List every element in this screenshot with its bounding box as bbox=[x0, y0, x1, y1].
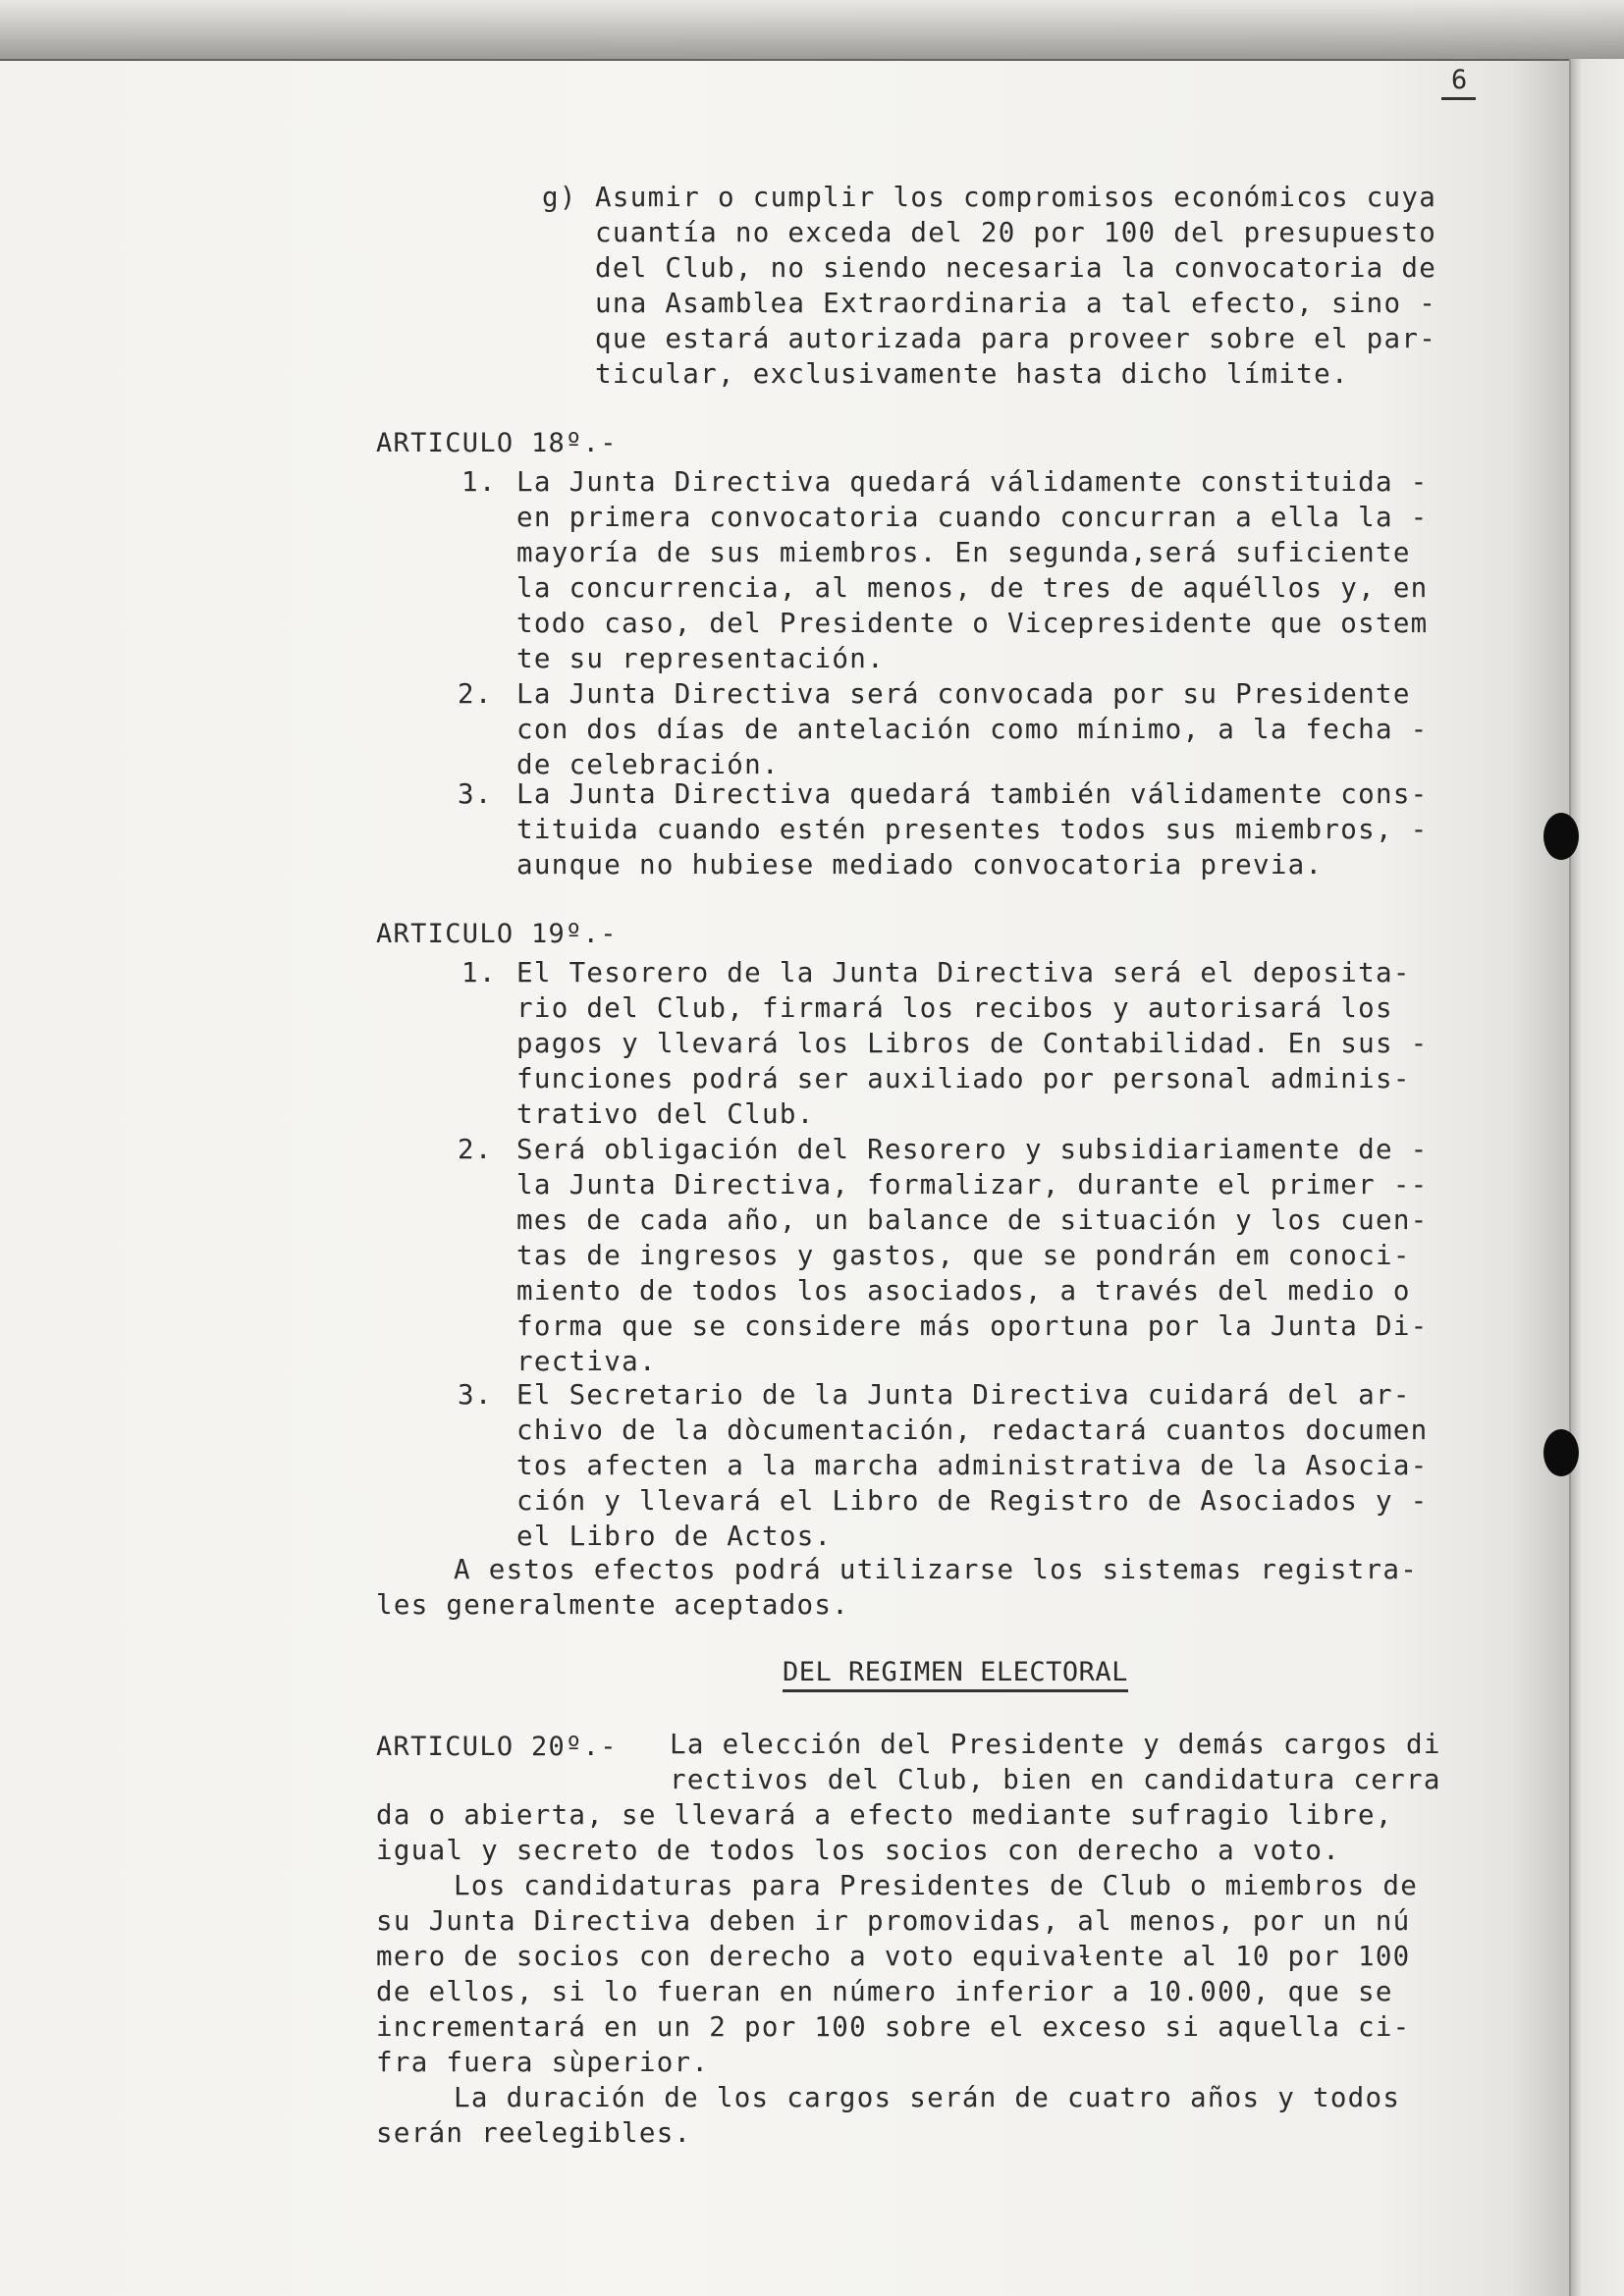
articulo-20-line: rectivos del Club, bien en candidatura cerra bbox=[670, 1764, 1441, 1795]
articulo-20-line: de ellos, si lo fueran en número inferior a 10.000, que se bbox=[376, 1976, 1393, 2007]
section-title: DEL REGIMEN ELECTORAL bbox=[783, 1657, 1128, 1692]
item-g-line: del Club, no siendo necesaria la convocatoria de bbox=[595, 252, 1437, 284]
list-item-line: la Junta Directiva, formalizar, durante el primer -- bbox=[516, 1169, 1429, 1201]
articulo-20-line: Los candidaturas para Presidentes de Club o miembros de bbox=[454, 1870, 1419, 1901]
page-number: 6 bbox=[1441, 65, 1476, 100]
list-item-line: tos afecten a la marcha administrativa de la Asocia- bbox=[516, 1450, 1429, 1481]
articulo-20-line: su Junta Directiva deben ir promovidas, al menos, por un nú bbox=[376, 1905, 1411, 1937]
closing-line: les generalmente aceptados. bbox=[376, 1589, 850, 1621]
list-item-line: la concurrencia, al menos, de tres de aquéllos y, en bbox=[516, 572, 1429, 604]
list-item-number: 2. bbox=[458, 678, 493, 710]
item-g-line: Asumir o cumplir los compromisos económicos cuya bbox=[595, 182, 1437, 213]
punch-hole-icon bbox=[1543, 813, 1579, 860]
list-item-line: trativo del Club. bbox=[516, 1098, 815, 1130]
articulo-20-line: igual y secreto de todos los socios con derecho a voto. bbox=[376, 1835, 1341, 1866]
list-item-line: mes de cada año, un balance de situación y los cuen- bbox=[516, 1204, 1429, 1236]
articulo-20-line: La elección del Presidente y demás cargos di bbox=[670, 1729, 1441, 1760]
scan-right-margin-strip bbox=[1569, 59, 1624, 2296]
articulo-19-heading: ARTICULO 19º.- bbox=[376, 919, 618, 949]
punch-hole-icon bbox=[1543, 1429, 1579, 1476]
list-item-line: La Junta Directiva quedará también válidamente cons- bbox=[516, 778, 1429, 810]
articulo-20-line: fra fuera sùperior. bbox=[376, 2047, 710, 2078]
list-item-line: te su representación. bbox=[516, 643, 885, 674]
list-item-line: El Secretario de la Junta Directiva cuidará del ar- bbox=[516, 1379, 1411, 1411]
list-item-line: en primera convocatoria cuando concurran a ella la - bbox=[516, 502, 1429, 533]
list-item-line: de celebración. bbox=[516, 749, 780, 780]
list-item-number: 3. bbox=[458, 778, 493, 810]
scan-right-shadow bbox=[1512, 59, 1571, 2296]
articulo-20-heading: ARTICULO 20º.- bbox=[376, 1732, 618, 1762]
list-item-line: tituida cuando estén presentes todos sus miembros, - bbox=[516, 814, 1429, 845]
list-item-line: funciones podrá ser auxiliado por personal adminis- bbox=[516, 1063, 1411, 1095]
list-item-number: 3. bbox=[458, 1379, 493, 1411]
list-item-line: ción y llevará el Libro de Registro de Asociados y - bbox=[516, 1485, 1429, 1517]
item-g-line: que estará autorizada para proveer sobre el par- bbox=[595, 323, 1437, 354]
list-item-line: forma que se considere más oportuna por la Junta Di- bbox=[516, 1310, 1429, 1342]
list-item-line: con dos días de antelación como mínimo, a la fecha - bbox=[516, 714, 1429, 745]
articulo-20-line: serán reelegibles. bbox=[376, 2117, 692, 2149]
list-item-line: tas de ingresos y gastos, que se pondrán em conoci- bbox=[516, 1240, 1411, 1271]
closing-line: A estos efectos podrá utilizarse los sistemas registra- bbox=[454, 1554, 1419, 1585]
list-item-line: aunque no hubiese mediado convocatoria previa. bbox=[516, 849, 1324, 881]
articulo-20-line: da o abierta, se llevará a efecto mediante sufragio libre, bbox=[376, 1799, 1393, 1831]
list-item-line: Será obligación del Resorero y subsidiariamente de - bbox=[516, 1134, 1429, 1165]
item-g-line: una Asamblea Extraordinaria a tal efecto, sino - bbox=[595, 288, 1437, 319]
list-item-line: La Junta Directiva será convocada por su Presidente bbox=[516, 678, 1411, 710]
list-item-line: todo caso, del Presidente o Vicepresidente que ostem bbox=[516, 608, 1429, 639]
list-item-line: el Libro de Actos. bbox=[516, 1521, 833, 1552]
list-item-number: 1. bbox=[461, 466, 497, 498]
list-item-line: rectiva. bbox=[516, 1346, 657, 1377]
item-g-line: ticular, exclusivamente hasta dicho límite. bbox=[595, 358, 1349, 390]
list-item-line: rio del Club, firmará los recibos y autorisará los bbox=[516, 992, 1393, 1024]
list-item-line: El Tesorero de la Junta Directiva será el deposita- bbox=[516, 957, 1411, 988]
list-item-line: pagos y llevará los Libros de Contabilidad. En sus - bbox=[516, 1028, 1429, 1059]
list-item-line: La Junta Directiva quedará válidamente constituida - bbox=[516, 466, 1429, 498]
list-item-line: chivo de la dòcumentación, redactará cuantos documen bbox=[516, 1415, 1429, 1446]
item-g-line: cuantía no exceda del 20 por 100 del presupuesto bbox=[595, 217, 1437, 248]
scan-top-shadow bbox=[0, 0, 1624, 61]
articulo-20-line: incrementará en un 2 por 100 sobre el exceso si aquella ci- bbox=[376, 2011, 1411, 2043]
list-item-line: miento de todos los asociados, a través del medio o bbox=[516, 1275, 1411, 1307]
item-g-marker: g) bbox=[542, 182, 577, 213]
articulo-18-heading: ARTICULO 18º.- bbox=[376, 428, 618, 458]
list-item-number: 2. bbox=[458, 1134, 493, 1165]
list-item-line: mayoría de sus miembros. En segunda,será suficiente bbox=[516, 537, 1411, 568]
list-item-number: 1. bbox=[461, 957, 497, 988]
articulo-20-line: La duración de los cargos serán de cuatro años y todos bbox=[454, 2082, 1401, 2113]
articulo-20-line: mero de socios con derecho a voto equivaƚente al 10 por 100 bbox=[376, 1941, 1411, 1972]
